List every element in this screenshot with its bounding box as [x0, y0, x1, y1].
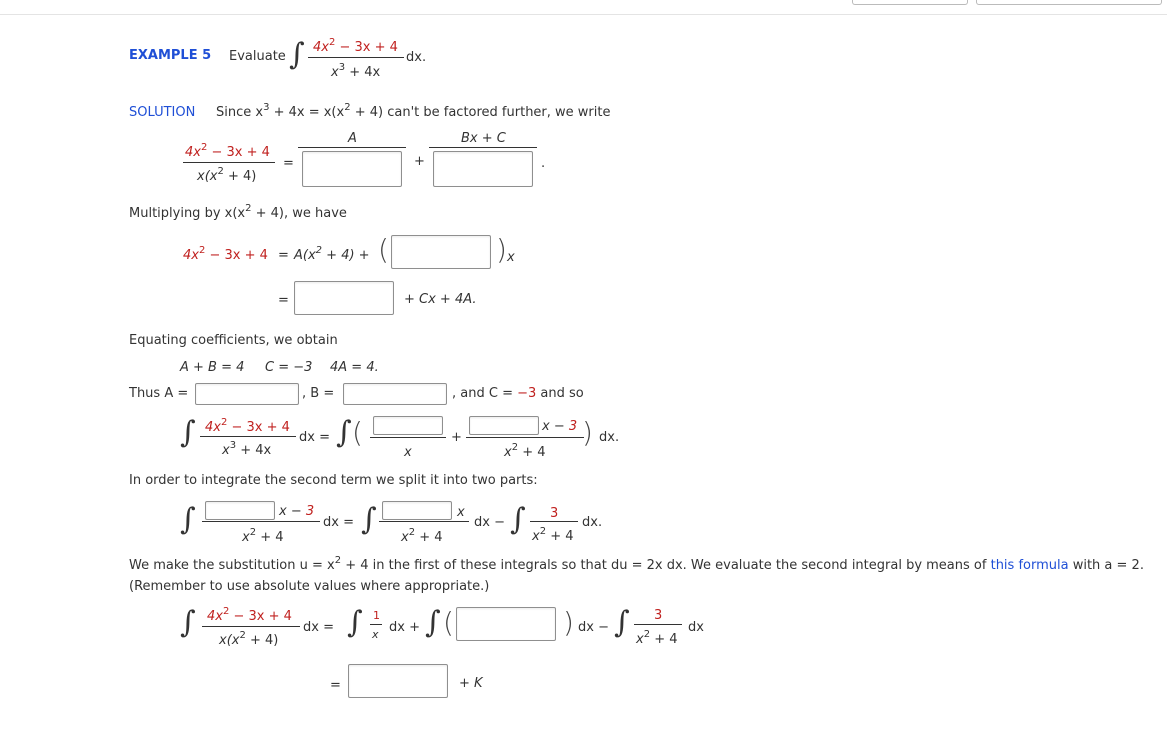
coef-eq2: C = −3 — [265, 360, 313, 375]
top-button-right[interactable] — [976, 0, 1162, 5]
int2-bar-b — [379, 521, 469, 522]
formula-link[interactable]: this formula — [990, 558, 1069, 573]
int3-one: 1 — [373, 609, 380, 622]
subst-line2: (Remember to use absolute values where appropriate.) — [129, 579, 490, 594]
int3-integral-sign-2: ∫ — [347, 605, 363, 640]
solution-text: Since $x^3 + 4x = x(x^2 + 4)$ can't be factored further, we write — [216, 102, 611, 120]
example-fraction-bar — [308, 57, 404, 58]
thus-text: Thus A = — [129, 386, 189, 401]
int3-dx-eq: dx = — [303, 620, 334, 635]
pf-numerator: $4x^2 - 3x + 4$ — [185, 142, 270, 160]
coef-text: Equating coefficients, we obtain — [129, 333, 338, 348]
top-button-left[interactable] — [852, 0, 968, 5]
eq1-input[interactable] — [391, 235, 491, 269]
evaluate-text: Evaluate — [229, 49, 286, 64]
pf-BxC-denominator-input[interactable] — [433, 151, 533, 187]
eq2-equals: = — [278, 293, 289, 308]
int2-dx-eq: dx = — [323, 515, 354, 530]
int1-bar-b — [466, 437, 584, 438]
solution-label: SOLUTION — [129, 105, 196, 120]
pf-dot: . — [541, 156, 546, 171]
example-denominator: $x^3 + 4x$ — [331, 62, 381, 80]
int1-B-input[interactable] — [469, 416, 539, 435]
int1-xm3: x − 3 — [542, 419, 578, 434]
int2-integral-sign-2: ∫ — [361, 502, 377, 537]
example-label: EXAMPLE 5 — [129, 48, 212, 63]
int2-three: 3 — [550, 506, 559, 521]
int1-denominator: $x^3 + 4x$ — [222, 440, 272, 458]
pf-denominator: $x(x^2 + 4)$ — [197, 166, 257, 184]
int1-dx-end: dx. — [599, 430, 620, 445]
int2-integral-sign-3: ∫ — [510, 502, 526, 537]
A-value-input[interactable] — [195, 383, 299, 405]
int3-integral-sign-4: ∫ — [614, 605, 630, 640]
eq1-A-part: $A(x^2 + 4)$ + — [294, 245, 370, 263]
pf-BxC-label: Bx + C — [461, 131, 506, 146]
pf-fraction-bar — [183, 162, 275, 163]
eq1-lhs: $4x^2 - 3x + 4$ — [183, 245, 268, 263]
B-value-input[interactable] — [343, 383, 447, 405]
split-text: In order to integrate the second term we split it into two parts: — [129, 473, 538, 488]
coef-eq1: A + B = 4 — [180, 360, 245, 375]
int1-den2: $x^2 + 4$ — [504, 442, 546, 460]
int2-dx-minus: dx − — [474, 515, 505, 530]
integral-sign: ∫ — [289, 37, 305, 72]
int1-x-den: x — [404, 445, 412, 460]
thus-B-text: , B = — [302, 386, 335, 401]
thus-C-text: , and C = −3 and so — [452, 386, 584, 401]
int3-den3: $x^2 + 4$ — [636, 629, 678, 647]
int3-bar-1x — [370, 624, 382, 625]
eq1-x: x — [507, 250, 515, 265]
eq1-close-paren: ) — [496, 233, 507, 266]
int2-integral-sign: ∫ — [180, 502, 196, 537]
int1-open-paren: ( — [352, 416, 363, 449]
int2-B2-input[interactable] — [382, 501, 452, 520]
pf-equals: = — [283, 156, 294, 171]
int2-bar-c — [530, 521, 578, 522]
int2-den2: $x^2 + 4$ — [401, 527, 443, 545]
int1-numerator: $4x^2 - 3x + 4$ — [205, 417, 290, 435]
final-equals: = — [330, 678, 341, 693]
int3-numerator: $4x^2 - 3x + 4$ — [207, 606, 292, 624]
int1-integral-sign: ∫ — [180, 415, 196, 450]
int3-integral-sign-3: ∫ — [425, 605, 441, 640]
int3-fraction-bar — [202, 626, 300, 627]
int2-B-input[interactable] — [205, 501, 275, 520]
int1-bar-a — [370, 437, 446, 438]
pf-A-bar — [298, 147, 406, 148]
pf-A-label: A — [348, 131, 357, 146]
int3-integral-sign: ∫ — [180, 605, 196, 640]
int1-dx-eq: dx = — [299, 430, 330, 445]
int2-den3: $x^2 + 4$ — [532, 526, 574, 544]
int2-xm3: x − 3 — [279, 504, 315, 519]
top-divider — [0, 14, 1167, 15]
int2-bar-a — [202, 521, 320, 522]
int3-close-paren: ) — [563, 606, 574, 639]
final-answer-input[interactable] — [348, 664, 448, 698]
int3-bar-3 — [634, 624, 682, 625]
example-dx: dx. — [406, 50, 427, 65]
final-plus-k: + K — [459, 676, 483, 691]
int3-input[interactable] — [456, 607, 556, 641]
int1-integral-sign-2: ∫ — [336, 415, 352, 450]
subst-line1: We make the substitution $u = x^2 + 4$ in the first of these integrals so that du = 2x dx. We evaluate the second integral by means of this formula with a = 2. — [129, 555, 1144, 573]
coef-eq3: 4A = 4. — [330, 360, 379, 375]
int1-A-input[interactable] — [373, 416, 443, 435]
int3-dx-plus: dx + — [389, 620, 420, 635]
int2-x-num: x — [457, 505, 465, 520]
example-numerator: $4x^2 - 3x + 4$ — [313, 37, 398, 55]
int3-dx-end: dx — [688, 620, 704, 635]
multiplying-text: Multiplying by $x(x^2 + 4)$, we have — [129, 203, 347, 221]
int2-den: $x^2 + 4$ — [242, 527, 284, 545]
int3-denominator: $x(x^2 + 4)$ — [219, 630, 279, 648]
int3-x: x — [372, 628, 379, 641]
eq2-input[interactable] — [294, 281, 394, 315]
eq1-open-paren: ( — [378, 233, 389, 266]
int3-dx-minus: dx − — [578, 620, 609, 635]
int3-three: 3 — [654, 608, 663, 623]
eq2-rest: + Cx + 4A. — [404, 292, 477, 307]
pf-A-denominator-input[interactable] — [302, 151, 402, 187]
int2-dx-end: dx. — [582, 515, 603, 530]
pf-plus: + — [414, 154, 425, 169]
int3-open-paren: ( — [443, 606, 454, 639]
eq1-equals: = — [278, 248, 289, 263]
int1-plus: + — [451, 430, 462, 445]
int1-fraction-bar — [200, 436, 296, 437]
pf-BxC-bar — [429, 147, 537, 148]
int1-close-paren: ) — [582, 416, 593, 449]
